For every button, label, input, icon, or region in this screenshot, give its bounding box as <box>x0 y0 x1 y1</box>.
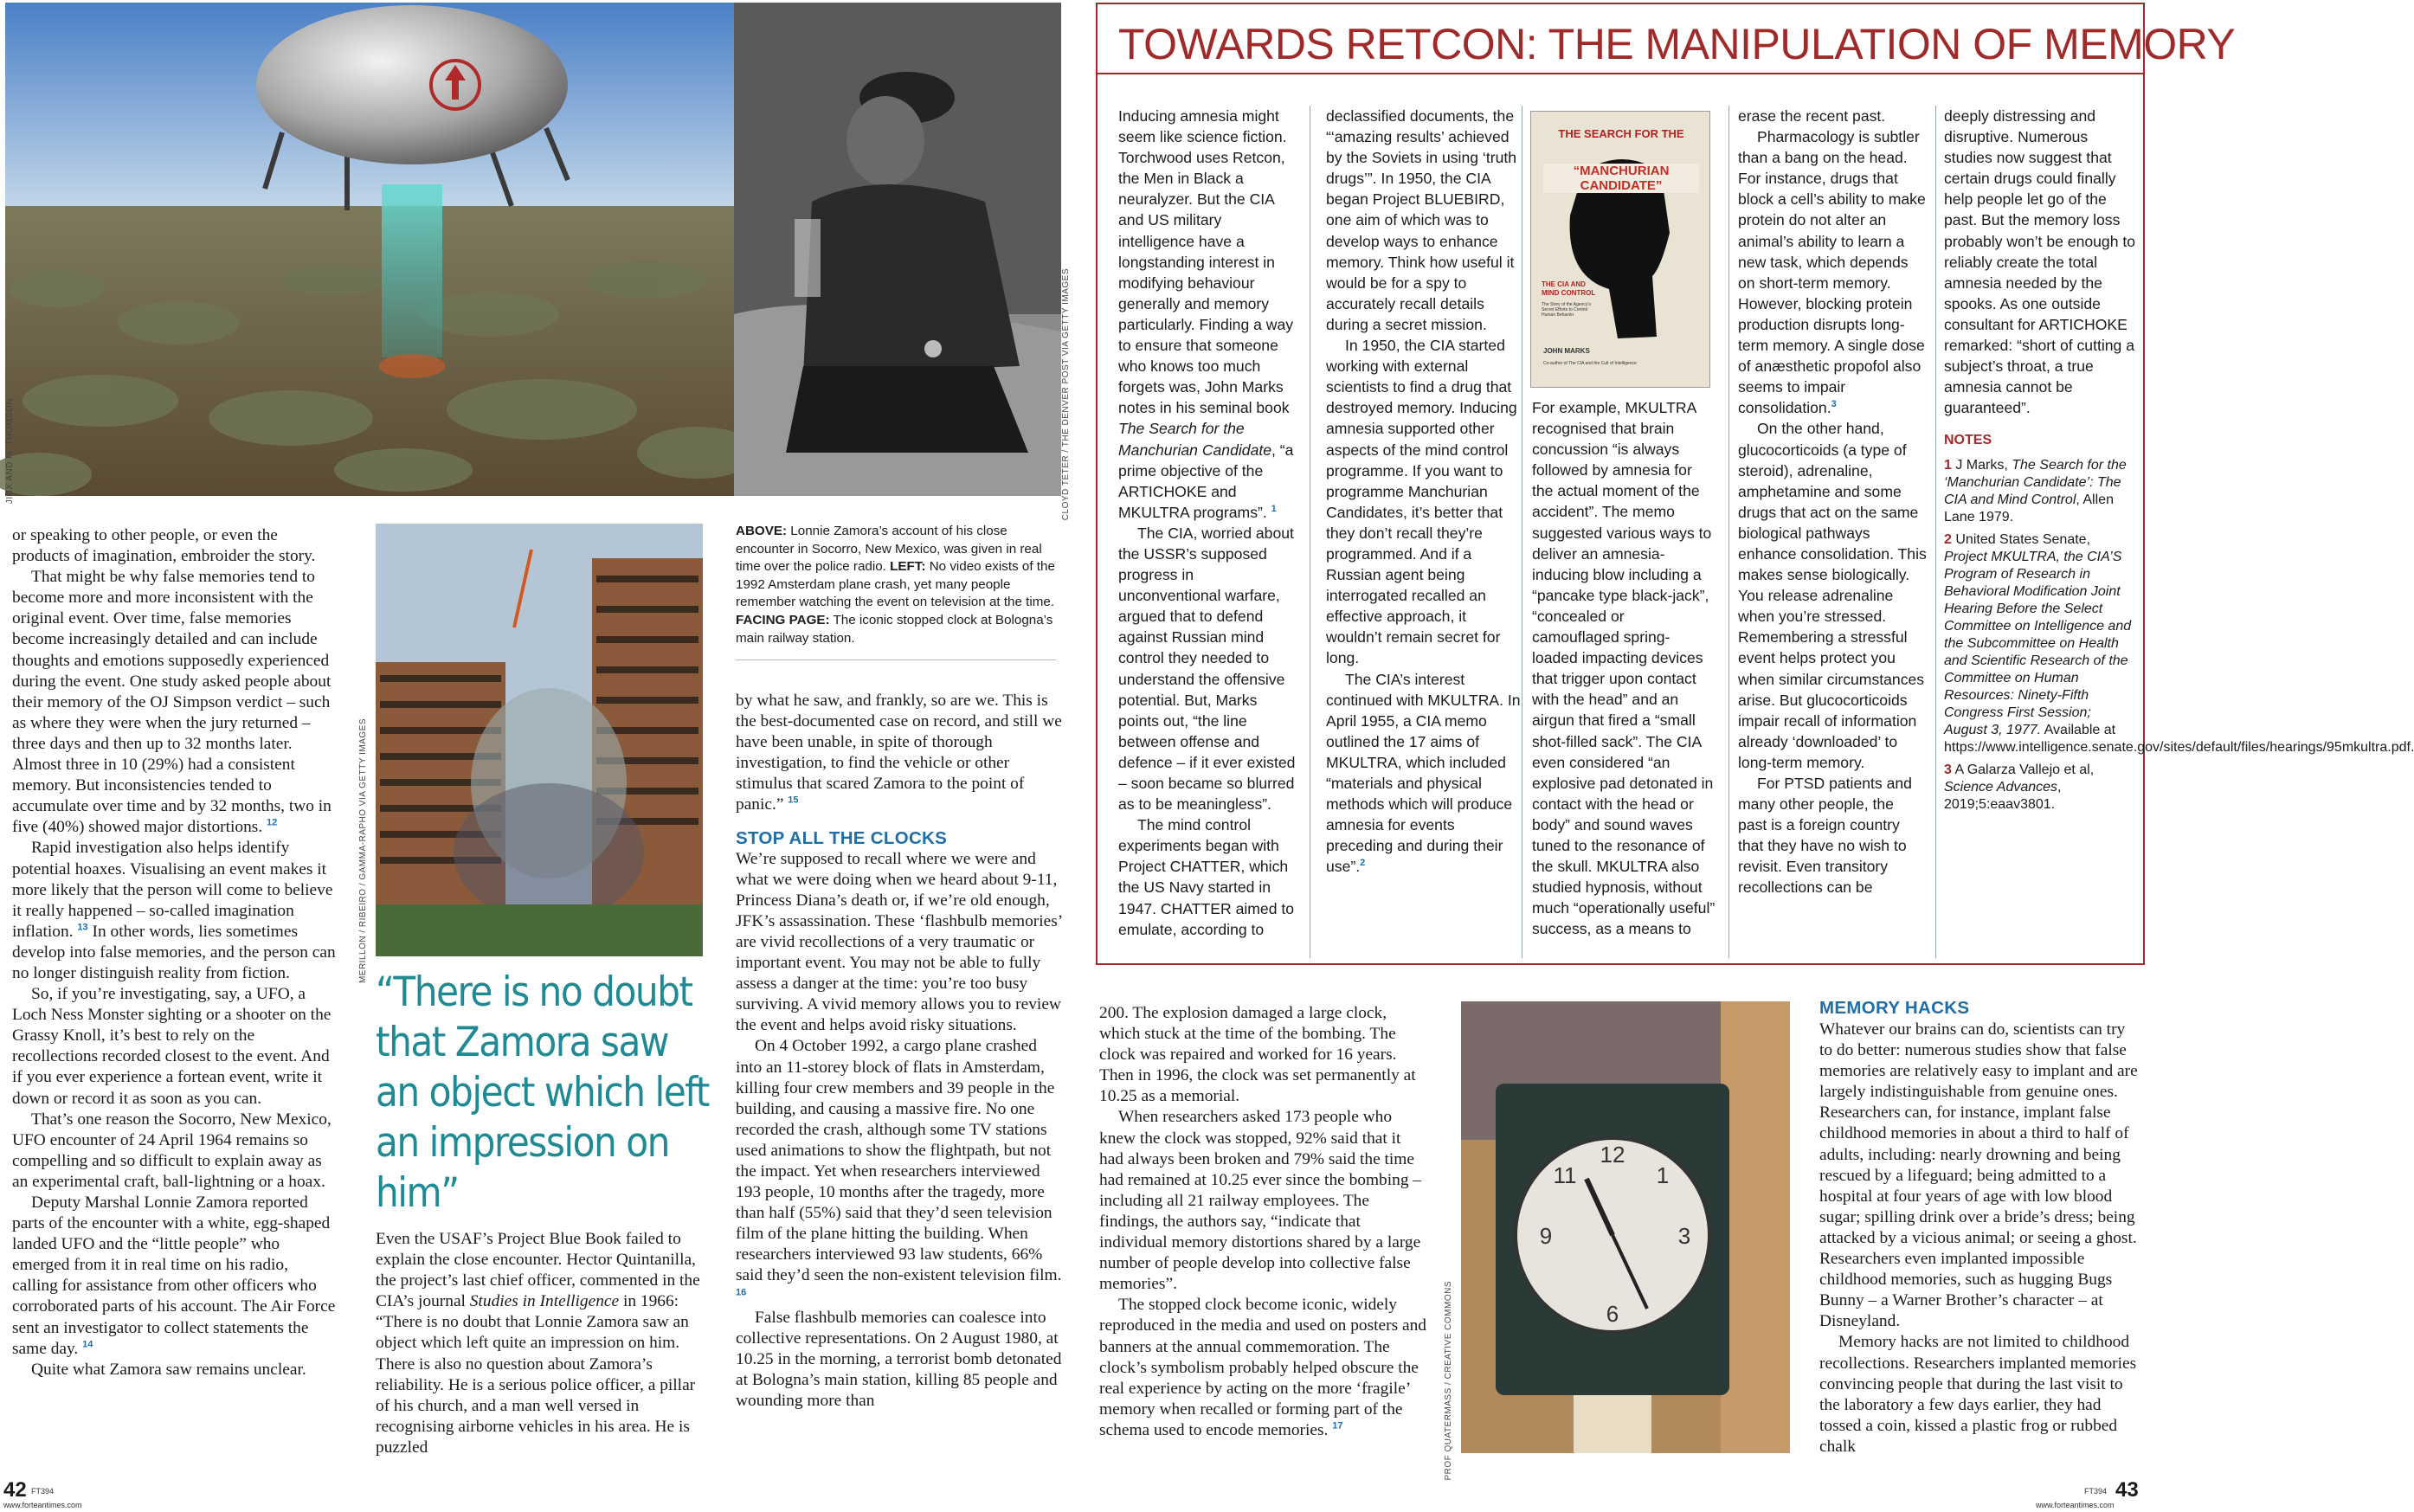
svg-text:9: 9 <box>1539 1223 1553 1249</box>
ufo-illustration <box>5 3 743 496</box>
body-paragraph: On 4 October 1992, a cargo plane crashed into an 11-storey block of flats in Amsterdam, killing four crew members and 39 people in the building, and causing a massive fire. No one recorded the crash, although some TV stations used animations to show the flightpath, but not the impact. Yet when researchers interviewed 193 people, 10 months after the tragedy, more than half (55%) said that they’d seen television film of the plane hitting the building. When researchers interviewed 93 law students, 66% said they’d seen the non-existent television film. $^{16}$ <box>736 1037 1062 1298</box>
right-page-number: 43 <box>2115 1478 2139 1502</box>
sidebar-column-3 <box>1532 397 1716 939</box>
note-3: 3 A Galarza Vallejo et al, Science Advances, 2019;5:eaav3801. <box>1944 762 2095 812</box>
sidebar-paragraph: Inducing amnesia might seem like science fiction. Torchwood uses Retcon, the Men in Black a neuralyzer. But the CIA and US military intelligence have a longstanding interest in modifying behaviour generally and memory particularly. Finding a way to ensure that someone who knows too much forgets was, John Marks notes in his seminal book The Search for the Manchurian Candidate, “a prime objective of the ARTICHOKE and MKULTRA programs”. $^1$ <box>1118 107 1294 521</box>
sidebar-title-rule <box>1096 73 2145 74</box>
book-subtitle: THE CIA AND MIND CONTROL <box>1542 280 1596 297</box>
sidebar-title: TOWARDS RETCON: THE MANIPULATION OF MEMORY <box>1118 20 2236 68</box>
note-1: 1 J Marks, The Search for the ‘Manchurian Candidate’: The CIA and Mind Control, Allen Lane 1979. <box>1944 457 2127 524</box>
svg-text:12: 12 <box>1600 1142 1625 1168</box>
sidebar-divider <box>1728 106 1729 958</box>
sidebar-column-1 <box>1118 106 1298 940</box>
body-paragraph: So, if you’re investigating, say, a UFO, a Loch Ness Monster sighting or a shooter on the Grassy Knoll, it’s best to rely on the recollections recorded closest to the event. And if you ever experience a fortean event, write it down or record it as soon as you can. <box>12 985 332 1108</box>
caption-rule <box>736 659 1056 660</box>
book-main-title: “MANCHURIAN CANDIDATE” <box>1543 164 1699 193</box>
book-cover-manchurian-candidate <box>1530 111 1710 388</box>
svg-text:6: 6 <box>1606 1301 1619 1327</box>
body-paragraph: Memory hacks are not limited to childhood recollections. Researchers implanted memories convincing people that during the last visit to the laboratory a few days earlier, they had tossed a coin, kissed a plastic frog or rubbed chalk <box>1819 1333 2137 1456</box>
svg-text:11: 11 <box>1553 1162 1577 1188</box>
book-footer: Co-author of The CIA and the Cult of Intelligence <box>1543 361 1637 366</box>
left-issue: FT394 <box>31 1487 55 1496</box>
sidebar-paragraph: The mind control experiments began with Project CHATTER, which the US Navy started in 1947. CHATTER aimed to emulate, according to <box>1118 816 1295 938</box>
note-2: 2 United States Senate, Project MKULTRA, the CIA’S Program of Research in Behavioral Modification Joint Hearing Before the Select Committee on Intelligence and the Subcommittee on Health and Scientific Research of the Committee on Human Resources: Ninety-Fifth Congress First Session; August 3, 1977. Available at https://www.intelligence.senate.gov/sites/default/files/hearings/95mkultra.pdf. <box>1944 531 2414 755</box>
sidebar-divider <box>1935 106 1936 958</box>
pull-quote: “There is no doubt that Zamora saw an object which left an impression on him” <box>376 968 709 1217</box>
sidebar-column-5 <box>1944 106 2414 814</box>
clock-photo-credit: PROF QUATERMASS / CREATIVE COMMONS <box>1444 1281 1453 1481</box>
sidebar-paragraph: erase the recent past. <box>1738 107 1886 125</box>
sidebar-paragraph: In 1950, the CIA started working with external scientists to find a drug that destroyed memory. Inducing amnesia supported other aspects of the mind control programme. If you want to programme Manchurian Candidates, it’s better that they don’t recall they’re programmed. And if a Russian agent being interrogated recalled an effective approach, it wouldn’t remain secret for long. <box>1326 337 1517 667</box>
left-url: www.forteantimes.com <box>3 1501 82 1509</box>
body-paragraph: When researchers asked 173 people who knew the clock was stopped, 92% said that it had always been broken and 79% said the time had remained at 10.25 ever since the bombing – including all 21 railway employees. The findings, the authors say, “indicate that individual memory distortions shared by a large number of people develop into collective false memories”. <box>1099 1108 1422 1294</box>
book-tagline: The Story of the Agency's Secret Efforts to Control Human Behavior <box>1542 302 1591 318</box>
body-paragraph: by what he saw, and frankly, so are we. This is the best-documented case on record, and still we have been unable, in spite of thorough investigation, to find the vehicle or other stimulus that scared Zamora to the point of panic.” $^{15}$ <box>736 692 1062 814</box>
body-paragraph: That’s one reason the Socorro, New Mexico, UFO encounter of 24 April 1964 remains so compelling and so difficult to explain away as an experimental craft, ball-lightning or a hoax. <box>12 1110 332 1191</box>
body-paragraph: We’re supposed to recall where we were and what we were doing when we heard about 9-11, Princess Diana’s death or, if we’re old enough, JFK’s assassination. These ‘flashbulb memories’ are vivid recollections of a very traumatic or important event. You may not be able to fully assess a danger at the time: you’re too busy surviving. A vivid memory allows you to review the event and helps avoid risky situations. <box>736 849 1062 1035</box>
sidebar-paragraph: The CIA’s interest continued with MKULTRA. In April 1955, a CIA memo outlined the 17 aims of MKULTRA, which included “materials and physical methods which will produce amnesia for events preceding and during their use”.$^2$ <box>1326 670 1521 876</box>
sidebar-paragraph: On the other hand, glucocorticoids (a type of steroid), adrenaline, amphetamine and some drugs that act on the same biological pathways enhance consolidation. This makes sense biologically. You release adrenaline when you’re stressed. Remembering a stressful event helps protect you when similar circumstances arise. But glucocorticoids impair recall of information already ‘downloaded’ to long-term memory. <box>1738 420 1927 771</box>
sidebar-paragraph: declassified documents, the “‘amazing results’ achieved by the Soviets in using ‘truth drugs’”. In 1950, the CIA began Project BLUEBIRD, one aim of which was to develop ways to enhance memory. Think how useful it would be for a spy to accurately recall details during a secret mission. <box>1326 107 1517 333</box>
left-page-number: 42 <box>3 1478 27 1502</box>
body-paragraph: 200. The explosion damaged a large clock, which stuck at the time of the bombing. The clock was repaired and worked for 16 years. Then in 1996, the clock was set permanently at 10.25 as a memorial. <box>1099 1004 1416 1106</box>
police-photo-credit: CLOYD TETER / THE DENVER POST VIA GETTY IMAGES <box>1061 268 1071 521</box>
left-page-column-1 <box>12 525 338 1380</box>
book-arc-title: THE SEARCH FOR THE <box>1558 127 1684 140</box>
right-page-column-1 <box>1099 1003 1428 1441</box>
right-issue: FT394 <box>2084 1487 2108 1496</box>
body-paragraph: The stopped clock become iconic, widely reproduced in the media and used on posters and banners at the annual commemoration. The clock’s symbolism probably helped obscure the real experience by acting on the more ‘fragile’ memory when recalled or forming part of the schema used to encode memories. $^{17}$ <box>1099 1296 1427 1439</box>
right-page-column-2 <box>1819 997 2141 1457</box>
left-page-column-3 <box>736 691 1063 1412</box>
sidebar-paragraph: The CIA, worried about the USSR’s supposed progress in unconventional warfare, argued that to defend against Russian mind control they needed to understand the offensive potential. But, Marks points out, “the line between offense and defence – if it ever existed – soon became so blurred as to be meaningless”. <box>1118 524 1296 814</box>
sidebar-paragraph: deeply distressing and disruptive. Numerous studies now suggest that certain drugs could finally help people let go of the past. But the memory loss probably won’t be enough to reliably create the total amnesia needed by the spooks. As one outside consultant for ARTICHOKE remarked: “short of cutting a subject’s throat, a true amnesia cannot be guaranteed”. <box>1944 107 2136 417</box>
police-officer-photo <box>734 3 1061 496</box>
amsterdam-crash-photo <box>376 524 703 956</box>
svg-text:1: 1 <box>1656 1162 1670 1188</box>
svg-text:3: 3 <box>1677 1223 1691 1249</box>
photo-caption: ABOVE: Lonnie Zamora’s account of his close encounter in Socorro, New Mexico, was given in real time over the police radio. LEFT: No video exists of the 1992 Amsterdam plane crash, yet many people remember watching the event on television at the time. FACING PAGE: The iconic stopped clock at Bologna’s main railway station. <box>736 524 1055 646</box>
body-paragraph: That might be why false memories tend to become more and more inconsistent with the original event. Over time, false memories become increasingly detailed and can include thoughts and emotions supposedly experienced during the event. One study asked people about their memory of the OJ Simpson verdict – such as where they were when the jury returned – three days and then up to 32 months later. Almost three in 10 (29%) had a consistent memory. But inconsistencies tended to accumulate over time and by 32 months, two in five (40%) showed major distortions. $^{12}$ <box>12 568 332 837</box>
body-paragraph: Quite what Zamora saw remains unclear. <box>31 1360 306 1379</box>
body-paragraph: Even the USAF’s Project Blue Book failed to explain the close encounter. Hector Quintanilla, the project’s last chief officer, commented in the CIA’s journal Studies in Intelligence in 1966: “There is no doubt that Lonnie Zamora saw an object which left quite an impression on him. There is also no question about Zamora’s reliability. He is a serious police officer, a pillar of his church, and a man well versed in recognising airborne vehicles in his area. He is puzzled <box>376 1230 700 1457</box>
body-paragraph: or speaking to other people, or even the products of imagination, embroider the story. <box>12 526 316 566</box>
sidebar-paragraph: Pharmacology is subtler than a bang on the head. For instance, drugs that block a cell’s ability to make protein do not alter an animal’s ability to learn a new task, which depends on short-term memory. However, blocking protein production disrupts long-term memory. A single dose of anæsthetic propofol also seems to impair consolidation.$^3$ <box>1738 128 1926 417</box>
subhead-memory-hacks: MEMORY HACKS <box>1819 998 1970 1018</box>
body-paragraph: Deputy Marshal Lonnie Zamora reported parts of the encounter with a white, egg-shaped landed UFO and the “little people” who emerged from it in real time on his radio, calling for assistance from other officers who corroborated parts of his account. The Air Force sent an investigator to collect statements the same day. $^{14}$ <box>12 1194 336 1358</box>
subhead-stop-all-the-clocks: STOP ALL THE CLOCKS <box>736 827 948 848</box>
body-paragraph: Whatever our brains can do, scientists can try to do better: numerous studies show that false memories are relatively easy to implant and are largely indistinguishable from genuine ones. Researchers can, for instance, implant false childhood memories in about a third to half of adults, including: nearly drowning and being rescued by a lifeguard; being admitted to a hospital at four years of age with low blood sugar; spilling drink over a bride’s dress; being attacked by a vicious animal; or seeing a ghost. Researchers even implanted impossible childhood memories, such as hugging Bugs Bunny – a Warner Brother’s character – at Disneyland. <box>1819 1020 2138 1331</box>
left-page-column-2 <box>376 1229 706 1458</box>
sidebar-paragraph: For example, MKULTRA recognised that brain concussion “is always followed by amnesia for the actual moment of the accident”. The memo suggested various ways to deliver an amnesia-inducing blow including a “pancake type black-jack”, “concealed or camouflaged spring-loaded impacting devices that trigger upon contact with the head” and an airgun that fired a “small shot-filled sack”. The CIA even considered “an explosive pad detonated in contact with the head or body” and sound waves tuned to the resonance of the skull. MKULTRA also studied hypnosis, without much “operationally useful” success, as a means to <box>1532 399 1716 938</box>
sidebar-column-4 <box>1738 106 1927 898</box>
book-author: JOHN MARKS <box>1543 347 1590 355</box>
ufo-photo-credit: JINX AND M. THOMSON <box>5 398 15 505</box>
bologna-clock-photo <box>1461 1001 1790 1453</box>
sidebar-column-2 <box>1326 106 1522 877</box>
crash-photo-credit: MERILLON / RIBEIRO / GAMMA-RAPHO VIA GETTY IMAGES <box>358 718 368 984</box>
sidebar-paragraph: For PTSD patients and many other people, the past is a foreign country that they have no wish to revisit. Even transitory recollections can be <box>1738 775 1912 897</box>
right-url: www.forteantimes.com <box>2036 1501 2115 1509</box>
body-paragraph: Rapid investigation also helps identify potential hoaxes. Visualising an event makes it more likely that the person will come to believe it really happened – so-called imagination inflation. $^{13}$ In other words, lies sometimes develop into false memories, and the person can no longer distinguish reality from fiction. <box>12 839 336 982</box>
body-paragraph: False flashbulb memories can coalesce into collective representations. On 2 August 1980, at 10.25 in the morning, a terrorist bomb detonated at Bologna’s main station, killing 85 people and wounding more than <box>736 1308 1062 1410</box>
notes-heading: NOTES <box>1944 433 1992 448</box>
